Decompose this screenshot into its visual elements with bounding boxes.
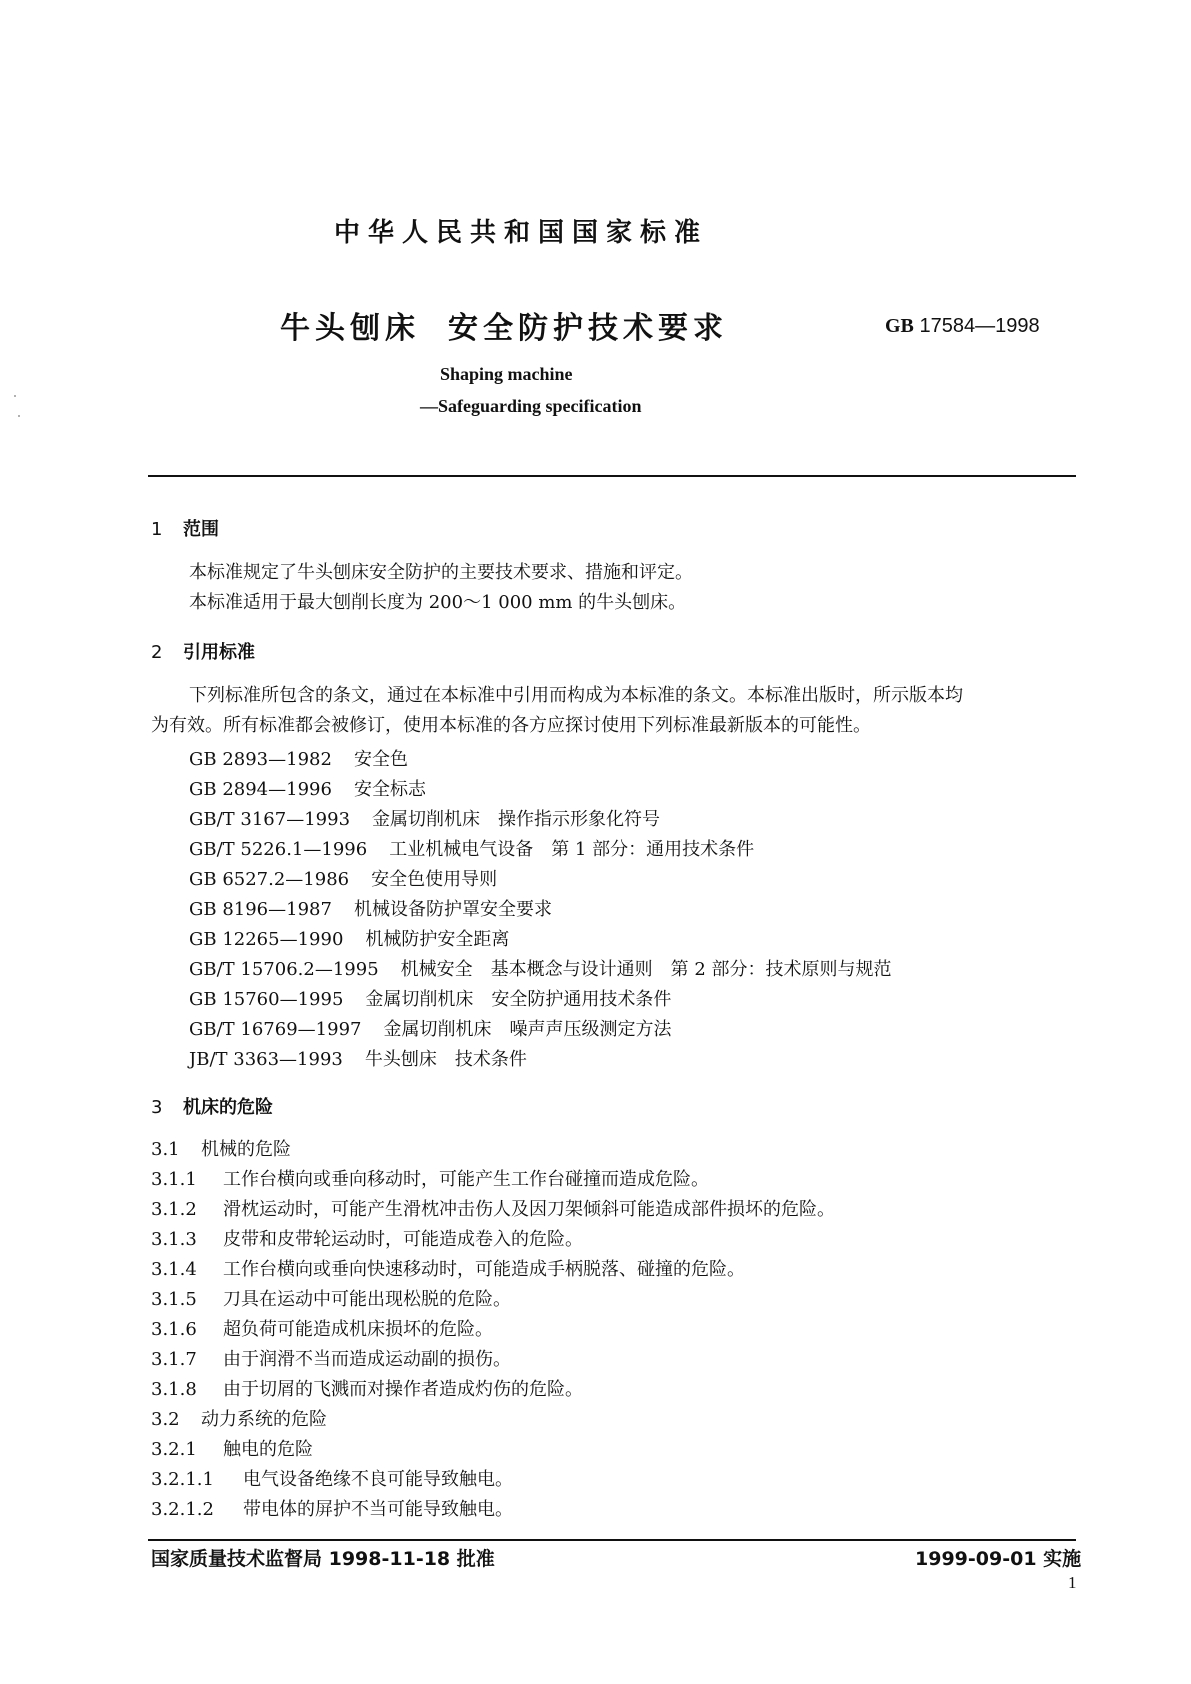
header-rule (148, 475, 1076, 477)
clause (151, 1135, 291, 1161)
clause (151, 1435, 313, 1461)
reference-item (189, 775, 426, 801)
footer-rule (148, 1539, 1076, 1541)
clause (151, 1165, 709, 1191)
section-number: 2 (151, 642, 163, 663)
clause-text: 由于切屑的飞溅而对操作者造成灼伤的危险。 (223, 1379, 583, 1400)
scan-speck (14, 395, 16, 397)
reference-item (189, 955, 892, 981)
paragraph: 为有效。所有标准都会被修订，使用本标准的各方应探讨使用下列标准最新版本的可能性。 (151, 715, 871, 736)
paragraph: 本标准规定了牛头刨床安全防护的主要技术要求、措施和评定。 (189, 562, 693, 583)
clause-text: 工作台横向或垂向快速移动时，可能造成手柄脱落、碰撞的危险。 (223, 1259, 745, 1280)
reference-title: 安全色 (353, 749, 408, 770)
clause (151, 1255, 745, 1281)
reference-title: 安全标志 (353, 779, 426, 800)
scan-speck (18, 415, 20, 417)
standard-title-part2: 安全防护技术要求 (448, 311, 728, 346)
reference-title: 牛头刨床 技术条件 (364, 1049, 527, 1070)
reference-title: 安全色使用导则 (371, 869, 498, 890)
reference-code: GB 6527.2—1986 (189, 869, 350, 890)
clause-text: 由于润滑不当而造成运动副的损伤。 (223, 1349, 511, 1370)
reference-title: 金属切削机床 噪声声压级测定方法 (383, 1019, 672, 1040)
clause (151, 1345, 511, 1371)
standard-number (885, 315, 1040, 338)
reference-item (189, 805, 660, 831)
clause-number: 3.1.4 (151, 1259, 197, 1280)
reference-title: 机械防护安全距离 (365, 929, 510, 950)
section-title: 机床的危险 (183, 1097, 273, 1118)
clause-text: 刀具在运动中可能出现松脱的危险。 (223, 1289, 511, 1310)
clause-number: 3.2.1 (151, 1439, 197, 1460)
clause-number: 3.1.6 (151, 1319, 197, 1340)
section-heading (151, 1093, 273, 1119)
clause-number: 3.1.7 (151, 1349, 197, 1370)
clause-text: 带电体的屏护不当可能导致触电。 (243, 1499, 513, 1520)
paragraph: 下列标准所包含的条文，通过在本标准中引用而构成为本标准的条文。本标准出版时，所示版本均 (189, 685, 963, 706)
section-heading (151, 638, 255, 664)
implementation-date: 1999-09-01 实施 (915, 1548, 1082, 1570)
clause-text: 电气设备绝缘不良可能导致触电。 (243, 1469, 513, 1490)
clause-text: 滑枕运动时，可能产生滑枕冲击伤人及因刀架倾斜可能造成部件损坏的危险。 (223, 1199, 835, 1220)
clause-number: 3.2 (151, 1409, 180, 1430)
section-title: 引用标准 (183, 642, 255, 663)
reference-item (189, 745, 408, 771)
reference-title: 工业机械电气设备 第 1 部分：通用技术条件 (389, 839, 755, 860)
clause (151, 1315, 493, 1341)
reference-title: 金属切削机床 操作指示形象化符号 (372, 809, 661, 830)
clause-number: 3.1.1 (151, 1169, 197, 1190)
section-number: 1 (151, 519, 163, 540)
national-standard-heading: 中华人民共和国国家标准 (334, 218, 709, 248)
reference-item (189, 865, 497, 891)
clause-text: 工作台横向或垂向移动时，可能产生工作台碰撞而造成危险。 (223, 1169, 709, 1190)
standard-code: GB (885, 315, 914, 337)
clause (151, 1495, 513, 1521)
clause-text: 动力系统的危险 (201, 1409, 327, 1430)
reference-item (189, 925, 509, 951)
clause-number: 3.1.8 (151, 1379, 197, 1400)
clause-number: 3.1.2 (151, 1199, 197, 1220)
clause-text: 皮带和皮带轮运动时，可能造成卷入的危险。 (223, 1229, 583, 1250)
reference-code: GB/T 15706.2—1995 (189, 959, 379, 980)
english-title-line2: —Safeguarding specification (420, 396, 642, 416)
clause-number: 3.2.1.2 (151, 1499, 214, 1520)
clause (151, 1465, 513, 1491)
clause-number: 3.2.1.1 (151, 1469, 214, 1490)
reference-code: GB 2893—1982 (189, 749, 332, 770)
reference-code: GB 2894—1996 (189, 779, 332, 800)
page-number: 1 (1068, 1573, 1077, 1592)
clause (151, 1405, 327, 1431)
reference-title: 金属切削机床 安全防护通用技术条件 (365, 989, 672, 1010)
paragraph: 本标准适用于最大刨削长度为 200～1 000 mm 的牛头刨床。 (189, 592, 687, 613)
reference-item (189, 1045, 527, 1071)
reference-item (189, 835, 754, 861)
clause (151, 1285, 511, 1311)
clause-number: 3.1.5 (151, 1289, 197, 1310)
reference-code: GB 15760—1995 (189, 989, 344, 1010)
reference-title: 机械设备防护罩安全要求 (353, 899, 552, 920)
reference-item (189, 895, 552, 921)
clause-text: 机械的危险 (201, 1139, 291, 1160)
reference-code: GB/T 5226.1—1996 (189, 839, 368, 860)
reference-code: GB/T 3167—1993 (189, 809, 351, 830)
reference-code: GB 8196—1987 (189, 899, 332, 920)
clause-text: 触电的危险 (223, 1439, 313, 1460)
section-title: 范围 (183, 519, 219, 540)
reference-title: 机械安全 基本概念与设计通则 第 2 部分：技术原则与规范 (400, 959, 892, 980)
reference-code: GB/T 16769—1997 (189, 1019, 362, 1040)
reference-code: JB/T 3363—1993 (189, 1049, 343, 1070)
clause (151, 1195, 835, 1221)
reference-item (189, 1015, 671, 1041)
clause-text: 超负荷可能造成机床损坏的危险。 (223, 1319, 493, 1340)
standard-title-part1: 牛头刨床 (280, 311, 420, 346)
section-heading (151, 515, 219, 541)
reference-item (189, 985, 671, 1011)
standard-title (280, 303, 728, 347)
approval-line: 国家质量技术监督局 1998-11-18 批准 (151, 1548, 495, 1570)
clause-number: 3.1 (151, 1139, 180, 1160)
section-number: 3 (151, 1097, 163, 1118)
standard-number-value: 17584—1998 (919, 315, 1040, 337)
clause (151, 1225, 583, 1251)
clause (151, 1375, 583, 1401)
reference-code: GB 12265—1990 (189, 929, 344, 950)
english-title-line1: Shaping machine (440, 364, 573, 384)
clause-number: 3.1.3 (151, 1229, 197, 1250)
